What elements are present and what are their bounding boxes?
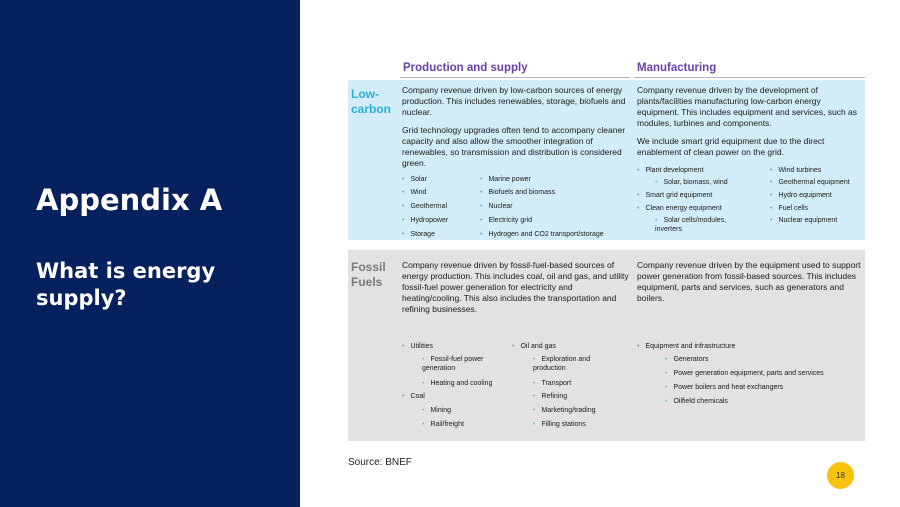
cropped-caption-fragment [404,45,554,51]
list-item: • Oilfield chemicals [665,398,728,405]
source-note: Source: BNEF [348,457,412,468]
list-item: • Transport [533,380,572,387]
list-item: • Mining [422,407,452,414]
list-item: • Storage [402,231,435,238]
list-item: • Solar, biomass, wind [655,179,728,186]
list-item: • Oil and gas [512,343,556,350]
list-item: • Hydrogen and CO2 transport/storage [480,231,604,238]
header-manufacturing: Manufacturing [634,58,865,78]
list-item: • Wind turbines [770,167,822,174]
list-item: • Marine power [480,176,531,183]
list-item: • Fossil-fuel power generation [422,356,484,372]
list-item: • Equipment and infrastructure [637,343,736,350]
list-item: • Nuclear equipment [770,217,838,224]
slide-subtitle: What is energy supply? [36,259,216,310]
list-item: • Solar [402,176,427,183]
list-item: • Refining [533,393,568,400]
low-carbon-manufacturing-text-1: Company revenue driven by the development of plants/facilities manufacturing low-carbon energy equipment. This includes equipment and services, such as modules, turbines and components. [637,85,858,128]
list-item: • Geothermal [402,203,448,210]
slide-title: Appendix A [36,183,223,217]
list-item: • Utilities [402,343,434,350]
low-carbon-production-text-1: Company revenue driven by low-carbon sources of energy production. This includes renewables, storage, biofuels and nuclear. [402,85,626,117]
list-item: • Wind [402,189,427,196]
row-label-fossil-fuels: Fossil Fuels [351,260,386,289]
list-item: • Plant development [637,167,704,174]
list-item: • Nuclear [480,203,513,210]
header-production-and-supply: Production and supply [400,58,630,78]
list-item: • Rail/freight [422,421,464,428]
list-item: • Electricity grid [480,217,533,224]
list-item: • Hydropower [402,217,449,224]
title-panel [0,0,300,507]
list-item: • Coal [402,393,425,400]
list-item: • Heating and cooling [422,380,493,387]
list-item: • Biofuels and biomass [480,189,555,196]
page-number-badge: 18 [827,462,854,489]
list-item: • Exploration and production [533,356,591,372]
list-item: • Power boilers and heat exchangers [665,384,784,391]
list-item: • Fuel cells [770,205,809,212]
fossil-manufacturing-text: Company revenue driven by the equipment used to support power generation from fossil-based sources. This includes equipment, parts and services, such as generators and boilers. [637,260,861,303]
row-label-low-carbon: Low-carbon [351,87,392,116]
list-item: • Hydro equipment [770,192,832,199]
list-item: • Clean energy equipment [637,205,722,212]
list-item: • Marketing/trading [533,407,596,414]
list-item: • Smart grid equipment [637,192,713,199]
list-item: • Solar cells/modules, inverters [655,217,727,233]
list-item: • Power generation equipment, parts and services [665,370,824,377]
low-carbon-production-text-2: Grid technology upgrades often tend to accompany cleaner capacity and also allow the smoother integration of renewables, so transmission and distribution is considered green. [402,125,626,168]
energy-supply-table [348,50,865,442]
low-carbon-manufacturing-text-2: We include smart grid equipment due to the direct enablement of clean power on the grid. [637,136,825,157]
fossil-production-text: Company revenue driven by fossil-fuel-based sources of energy production. This includes coal, oil and gas, and utility fossil-fuel power generation for electricity and heating/cooling. This also includes the transportation and refining businesses. [402,260,629,314]
list-item: • Geothermal equipment [770,179,850,186]
list-item: • Filling stations [533,421,586,428]
list-item: • Generators [665,356,709,363]
